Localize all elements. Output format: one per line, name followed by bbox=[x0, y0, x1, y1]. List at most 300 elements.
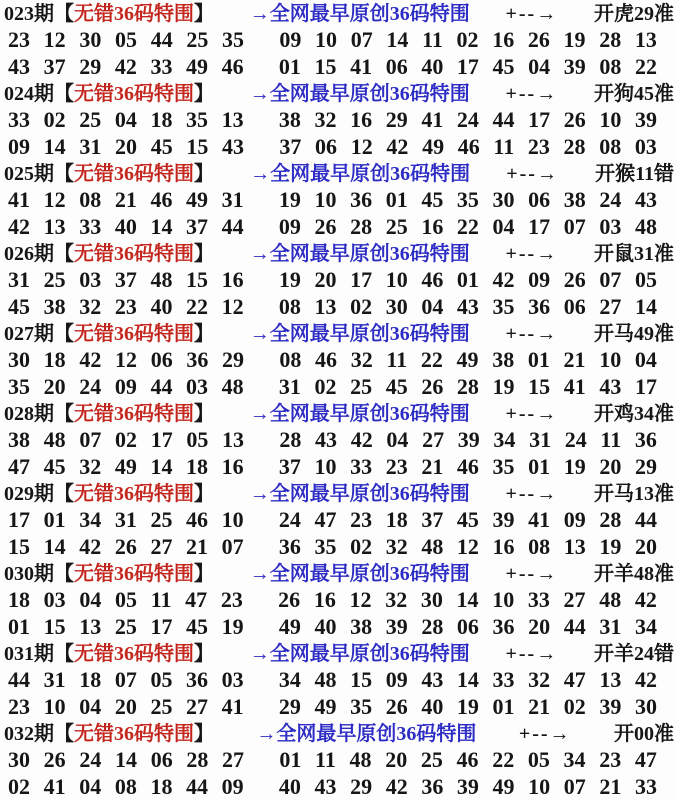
number-cell: 49 bbox=[422, 134, 445, 159]
number-cell: 44 bbox=[492, 107, 515, 132]
number-cell: 33 bbox=[527, 587, 550, 612]
number-cell: 10 bbox=[599, 107, 622, 132]
number-cell: 10 bbox=[314, 454, 337, 479]
number-cell: 33 bbox=[634, 774, 657, 799]
number-cell: 03 bbox=[43, 587, 66, 612]
connector-arrows: +--→ bbox=[506, 163, 559, 185]
number-cell: 18 bbox=[385, 507, 408, 532]
number-cell: 16 bbox=[221, 454, 244, 479]
numbers-row-2 bbox=[0, 213, 677, 240]
number-cell: 10 bbox=[314, 187, 337, 212]
numbers-row-1 bbox=[0, 266, 677, 293]
prediction-block bbox=[0, 640, 677, 720]
number-cell: 05 bbox=[150, 667, 173, 692]
number-cell: 11 bbox=[493, 134, 515, 159]
number-cell: 45 bbox=[43, 454, 66, 479]
number-cell: 18 bbox=[43, 347, 66, 372]
number-cell: 24 bbox=[564, 427, 587, 452]
number-cell: 18 bbox=[8, 587, 30, 612]
numbers-row-1 bbox=[0, 346, 677, 373]
number-cell: 07 bbox=[563, 774, 586, 799]
red-title: 无错36码特围 bbox=[74, 3, 194, 25]
period-label: 026期 bbox=[4, 243, 54, 265]
number-cell: 20 bbox=[114, 694, 137, 719]
number-cell: 13 bbox=[314, 294, 337, 319]
number-cell: 39 bbox=[492, 507, 515, 532]
numbers-row-1 bbox=[0, 186, 677, 213]
promo-text: →全网最早原创36码特围 bbox=[249, 563, 470, 585]
number-cell: 33 bbox=[492, 667, 515, 692]
number-cell: 01 bbox=[279, 747, 302, 772]
number-cell: 01 bbox=[527, 347, 550, 372]
number-cell: 49 bbox=[186, 54, 209, 79]
header-title-group bbox=[4, 482, 214, 506]
promo-text: →全网最早原创36码特围 bbox=[249, 483, 470, 505]
bracket-open: 【 bbox=[54, 243, 74, 265]
number-cell: 31 bbox=[114, 507, 137, 532]
header-title-group bbox=[4, 82, 214, 106]
number-cell: 17 bbox=[350, 267, 373, 292]
prediction-block bbox=[0, 400, 677, 480]
number-cell: 46 bbox=[186, 507, 209, 532]
prediction-block bbox=[0, 320, 677, 400]
number-cell: 29 bbox=[222, 347, 245, 372]
header-title-group bbox=[4, 2, 214, 26]
result-label: 开狗45准 bbox=[593, 83, 674, 105]
result-label: 开马13准 bbox=[593, 483, 674, 505]
number-cell: 02 bbox=[350, 294, 373, 319]
number-cell: 09 bbox=[563, 507, 586, 532]
number-cell: 42 bbox=[634, 667, 657, 692]
number-cell: 12 bbox=[350, 134, 373, 159]
number-cell: 47 bbox=[185, 587, 208, 612]
number-cell: 13 bbox=[222, 427, 245, 452]
number-cell: 22 bbox=[456, 214, 479, 239]
number-cell: 26 bbox=[314, 214, 337, 239]
number-cell: 37 bbox=[421, 507, 444, 532]
number-cell: 48 bbox=[599, 587, 622, 612]
bracket-close: 】 bbox=[194, 83, 214, 105]
result-label: 开马49准 bbox=[593, 323, 674, 345]
numbers-row-1 bbox=[0, 746, 677, 773]
numbers-row-2 bbox=[0, 613, 677, 640]
number-cell: 43 bbox=[634, 187, 657, 212]
number-cell: 27 bbox=[563, 587, 586, 612]
number-cell: 44 bbox=[150, 374, 173, 399]
number-cell: 25 bbox=[150, 694, 173, 719]
number-cell: 13 bbox=[79, 614, 102, 639]
number-cell: 36 bbox=[186, 347, 209, 372]
number-cell: 38 bbox=[563, 187, 586, 212]
number-cell: 25 bbox=[79, 107, 102, 132]
number-cell: 25 bbox=[43, 267, 66, 292]
number-cell: 13 bbox=[221, 107, 244, 132]
number-cell: 30 bbox=[79, 27, 102, 52]
bracket-open: 【 bbox=[54, 403, 74, 425]
connector-arrows: +--→ bbox=[505, 483, 559, 505]
number-cell: 27 bbox=[222, 747, 245, 772]
number-cell: 29 bbox=[385, 107, 408, 132]
number-cell: 14 bbox=[456, 587, 479, 612]
number-cell: 35 bbox=[8, 374, 30, 399]
number-cell: 48 bbox=[634, 214, 657, 239]
number-cell: 21 bbox=[421, 454, 444, 479]
red-title: 无错36码特围 bbox=[74, 243, 194, 265]
number-cell: 24 bbox=[278, 507, 301, 532]
header-title-group bbox=[4, 722, 214, 746]
number-cell: 13 bbox=[43, 214, 66, 239]
number-cell: 02 bbox=[314, 374, 337, 399]
bracket-close: 】 bbox=[194, 323, 214, 345]
number-cell: 32 bbox=[314, 107, 337, 132]
number-cell: 45 bbox=[186, 614, 209, 639]
number-cell: 48 bbox=[150, 267, 173, 292]
number-cell: 10 bbox=[492, 587, 515, 612]
number-cell: 38 bbox=[350, 614, 373, 639]
number-cell: 02 bbox=[43, 107, 66, 132]
number-cell: 48 bbox=[221, 374, 244, 399]
number-cell: 39 bbox=[456, 774, 479, 799]
number-cell: 08 bbox=[278, 294, 301, 319]
number-cell: 06 bbox=[150, 747, 173, 772]
number-cell: 30 bbox=[385, 294, 408, 319]
number-cell: 23 bbox=[220, 587, 243, 612]
number-cell: 36 bbox=[634, 427, 657, 452]
number-cell: 45 bbox=[492, 54, 515, 79]
number-cell: 40 bbox=[421, 54, 444, 79]
number-cell: 28 bbox=[186, 747, 209, 772]
bracket-open: 【 bbox=[54, 83, 74, 105]
number-cell: 47 bbox=[563, 667, 586, 692]
number-cell: 38 bbox=[278, 107, 301, 132]
number-cell: 19 bbox=[456, 694, 479, 719]
number-cell: 44 bbox=[563, 614, 586, 639]
number-cell: 06 bbox=[563, 294, 586, 319]
number-cell: 34 bbox=[493, 427, 516, 452]
number-cell: 49 bbox=[456, 347, 479, 372]
number-cell: 16 bbox=[221, 267, 244, 292]
number-cell: 20 bbox=[599, 454, 622, 479]
number-cell: 48 bbox=[421, 534, 444, 559]
numbers-row-2 bbox=[0, 773, 677, 800]
number-cell: 08 bbox=[599, 54, 622, 79]
number-cell: 34 bbox=[563, 747, 586, 772]
result-label: 开虎29准 bbox=[593, 3, 674, 25]
number-cell: 08 bbox=[79, 187, 102, 212]
number-cell: 03 bbox=[221, 667, 244, 692]
prediction-block bbox=[0, 160, 677, 240]
bracket-close: 】 bbox=[194, 163, 214, 185]
numbers-row-1 bbox=[0, 506, 677, 533]
number-cell: 31 bbox=[278, 374, 301, 399]
connector-arrows: +--→ bbox=[505, 83, 559, 105]
bracket-open: 【 bbox=[54, 563, 74, 585]
numbers-row-1 bbox=[0, 666, 677, 693]
number-cell: 27 bbox=[599, 294, 622, 319]
number-cell: 15 bbox=[350, 667, 373, 692]
number-cell: 14 bbox=[634, 294, 657, 319]
number-cell: 45 bbox=[8, 294, 30, 319]
number-cell: 16 bbox=[350, 107, 373, 132]
number-cell: 27 bbox=[422, 427, 445, 452]
number-cell: 18 bbox=[186, 454, 209, 479]
number-cell: 25 bbox=[114, 614, 137, 639]
number-cell: 42 bbox=[8, 214, 30, 239]
number-cell: 32 bbox=[79, 294, 102, 319]
number-cell: 19 bbox=[278, 187, 301, 212]
block-header bbox=[0, 480, 677, 506]
number-cell: 23 bbox=[385, 454, 408, 479]
result-label: 开鸡34准 bbox=[593, 403, 674, 425]
number-cell: 16 bbox=[492, 27, 515, 52]
number-cell: 42 bbox=[385, 774, 408, 799]
numbers-row-2 bbox=[0, 293, 677, 320]
number-cell: 16 bbox=[492, 534, 515, 559]
numbers-row-2 bbox=[0, 53, 677, 80]
number-cell: 09 bbox=[221, 774, 244, 799]
number-cell: 14 bbox=[386, 27, 409, 52]
number-cell: 41 bbox=[563, 374, 586, 399]
number-cell: 08 bbox=[599, 134, 622, 159]
number-cell: 45 bbox=[150, 134, 173, 159]
number-cell: 17 bbox=[634, 374, 657, 399]
number-cell: 05 bbox=[634, 267, 657, 292]
number-cell: 34 bbox=[278, 667, 301, 692]
numbers-row-1 bbox=[0, 26, 677, 53]
number-cell: 45 bbox=[421, 187, 444, 212]
number-cell: 41 bbox=[43, 774, 66, 799]
number-cell: 37 bbox=[114, 267, 137, 292]
number-cell: 25 bbox=[150, 507, 173, 532]
number-cell: 26 bbox=[527, 27, 550, 52]
number-cell: 28 bbox=[421, 614, 444, 639]
numbers-row-2 bbox=[0, 693, 677, 720]
number-cell: 07 bbox=[563, 214, 586, 239]
number-cell: 04 bbox=[79, 587, 102, 612]
connector-arrows: +--→ bbox=[505, 243, 559, 265]
number-cell: 03 bbox=[599, 214, 622, 239]
number-cell: 05 bbox=[186, 427, 209, 452]
number-cell: 40 bbox=[278, 774, 301, 799]
number-cell: 26 bbox=[43, 747, 66, 772]
number-cell: 35 bbox=[222, 27, 245, 52]
header-title-group bbox=[4, 242, 214, 266]
number-cell: 46 bbox=[150, 187, 173, 212]
number-cell: 49 bbox=[492, 774, 515, 799]
promo-text: →全网最早原创36码特围 bbox=[256, 723, 477, 745]
number-cell: 22 bbox=[492, 747, 515, 772]
number-cell: 01 bbox=[43, 507, 66, 532]
number-cell: 29 bbox=[278, 694, 301, 719]
period-label: 025期 bbox=[4, 163, 54, 185]
number-cell: 49 bbox=[278, 614, 301, 639]
block-header bbox=[0, 560, 677, 586]
number-cell: 19 bbox=[563, 454, 586, 479]
number-cell: 30 bbox=[420, 587, 443, 612]
number-cell: 11 bbox=[600, 427, 622, 452]
number-cell: 01 bbox=[385, 187, 408, 212]
number-cell: 38 bbox=[43, 294, 66, 319]
period-label: 028期 bbox=[4, 403, 54, 425]
number-cell: 26 bbox=[114, 534, 137, 559]
number-cell: 39 bbox=[563, 54, 586, 79]
number-cell: 42 bbox=[79, 347, 102, 372]
number-cell: 04 bbox=[528, 54, 551, 79]
promo-text: →全网最早原创36码特围 bbox=[249, 243, 470, 265]
number-cell: 42 bbox=[386, 134, 409, 159]
number-cell: 20 bbox=[43, 374, 66, 399]
number-cell: 20 bbox=[385, 747, 408, 772]
number-cell: 13 bbox=[599, 667, 622, 692]
block-header bbox=[0, 400, 677, 426]
number-cell: 43 bbox=[456, 294, 479, 319]
number-cell: 44 bbox=[221, 214, 244, 239]
number-cell: 42 bbox=[79, 534, 102, 559]
number-cell: 43 bbox=[8, 54, 30, 79]
number-cell: 28 bbox=[599, 507, 622, 532]
number-cell: 10 bbox=[385, 267, 408, 292]
number-cell: 12 bbox=[349, 587, 372, 612]
number-cell: 33 bbox=[150, 54, 173, 79]
number-cell: 38 bbox=[8, 427, 30, 452]
number-cell: 32 bbox=[385, 587, 408, 612]
number-cell: 22 bbox=[186, 294, 209, 319]
number-cell: 05 bbox=[115, 27, 138, 52]
number-cell: 07 bbox=[79, 427, 102, 452]
number-cell: 26 bbox=[421, 374, 444, 399]
connector-arrows: +--→ bbox=[505, 403, 559, 425]
block-header bbox=[0, 720, 677, 746]
number-cell: 02 bbox=[350, 534, 373, 559]
number-cell: 30 bbox=[634, 694, 657, 719]
number-cell: 44 bbox=[8, 667, 30, 692]
number-cell: 35 bbox=[456, 187, 479, 212]
number-cell: 41 bbox=[350, 54, 373, 79]
number-cell: 33 bbox=[79, 214, 102, 239]
number-cell: 19 bbox=[492, 374, 515, 399]
number-cell: 02 bbox=[563, 694, 586, 719]
number-cell: 31 bbox=[529, 427, 552, 452]
number-cell: 16 bbox=[313, 587, 336, 612]
block-header bbox=[0, 160, 677, 186]
number-cell: 11 bbox=[386, 347, 408, 372]
red-title: 无错36码特围 bbox=[74, 643, 194, 665]
number-cell: 11 bbox=[315, 747, 336, 772]
number-cell: 01 bbox=[528, 454, 551, 479]
number-cell: 15 bbox=[528, 374, 551, 399]
number-cell: 31 bbox=[599, 614, 622, 639]
number-cell: 46 bbox=[315, 347, 338, 372]
number-cell: 07 bbox=[599, 267, 622, 292]
numbers-row-2 bbox=[0, 133, 677, 160]
number-cell: 14 bbox=[456, 667, 479, 692]
number-cell: 31 bbox=[221, 187, 244, 212]
connector-arrows: +--→ bbox=[505, 643, 559, 665]
header-title-group bbox=[4, 642, 214, 666]
number-cell: 26 bbox=[563, 267, 586, 292]
number-cell: 29 bbox=[634, 454, 657, 479]
number-cell: 26 bbox=[385, 694, 408, 719]
number-cell: 14 bbox=[43, 534, 66, 559]
number-cell: 21 bbox=[528, 694, 551, 719]
promo-text: →全网最早原创36码特围 bbox=[249, 643, 470, 665]
number-cell: 34 bbox=[634, 614, 657, 639]
prediction-block bbox=[0, 720, 677, 800]
number-cell: 45 bbox=[456, 507, 479, 532]
connector-arrows: +--→ bbox=[505, 563, 559, 585]
number-cell: 10 bbox=[528, 774, 551, 799]
number-cell: 01 bbox=[492, 694, 515, 719]
number-cell: 37 bbox=[186, 214, 209, 239]
promo-text: →全网最早原创36码特围 bbox=[250, 163, 471, 185]
promo-text: →全网最早原创36码特围 bbox=[249, 403, 470, 425]
numbers-row-2 bbox=[0, 533, 677, 560]
number-cell: 17 bbox=[150, 427, 173, 452]
number-cell: 05 bbox=[115, 587, 138, 612]
header-title-group bbox=[4, 162, 214, 186]
number-cell: 47 bbox=[8, 454, 30, 479]
block-header bbox=[0, 240, 677, 266]
number-cell: 05 bbox=[527, 747, 550, 772]
number-cell: 25 bbox=[385, 214, 408, 239]
number-cell: 32 bbox=[528, 667, 551, 692]
period-label: 030期 bbox=[4, 563, 54, 585]
number-cell: 23 bbox=[8, 27, 30, 52]
number-cell: 03 bbox=[634, 134, 657, 159]
number-cell: 17 bbox=[528, 107, 551, 132]
number-cell: 28 bbox=[563, 134, 586, 159]
number-cell: 28 bbox=[350, 214, 373, 239]
bracket-open: 【 bbox=[54, 163, 74, 185]
number-cell: 47 bbox=[634, 747, 657, 772]
number-cell: 06 bbox=[528, 187, 551, 212]
number-cell: 35 bbox=[350, 694, 373, 719]
number-cell: 29 bbox=[79, 54, 102, 79]
number-cell: 10 bbox=[221, 507, 244, 532]
number-cell: 14 bbox=[115, 747, 138, 772]
number-cell: 08 bbox=[114, 774, 137, 799]
number-cell: 25 bbox=[186, 27, 209, 52]
number-cell: 27 bbox=[150, 534, 173, 559]
number-cell: 46 bbox=[421, 267, 444, 292]
number-cell: 07 bbox=[350, 27, 373, 52]
block-header bbox=[0, 80, 677, 106]
number-cell: 24 bbox=[456, 107, 479, 132]
numbers-row-2 bbox=[0, 453, 677, 480]
number-cell: 29 bbox=[350, 774, 373, 799]
number-cell: 06 bbox=[150, 347, 173, 372]
number-cell: 12 bbox=[221, 294, 244, 319]
number-cell: 14 bbox=[150, 214, 173, 239]
number-cell: 31 bbox=[43, 667, 66, 692]
number-cell: 18 bbox=[79, 667, 102, 692]
number-cell: 22 bbox=[420, 347, 443, 372]
number-cell: 44 bbox=[150, 27, 173, 52]
number-cell: 39 bbox=[385, 614, 408, 639]
number-cell: 17 bbox=[150, 614, 173, 639]
numbers-row-1 bbox=[0, 586, 677, 613]
number-cell: 04 bbox=[114, 107, 137, 132]
number-cell: 39 bbox=[457, 427, 480, 452]
bracket-open: 【 bbox=[54, 723, 74, 745]
result-label: 开羊48准 bbox=[593, 563, 674, 585]
number-cell: 20 bbox=[314, 267, 337, 292]
number-cell: 10 bbox=[43, 694, 66, 719]
bracket-close: 】 bbox=[194, 403, 214, 425]
number-cell: 23 bbox=[8, 694, 30, 719]
red-title: 无错36码特围 bbox=[74, 163, 194, 185]
header-title-group bbox=[4, 322, 214, 346]
